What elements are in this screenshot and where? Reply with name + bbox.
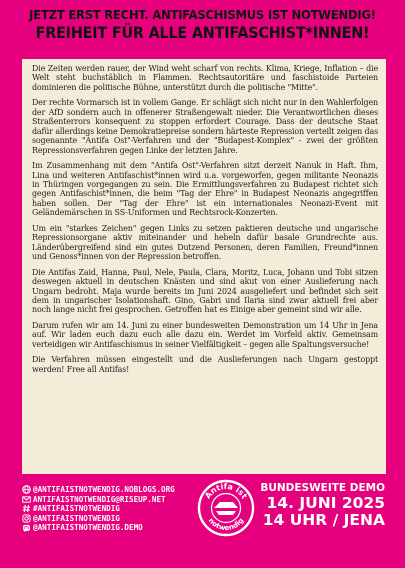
link-email-text: ANTIFAISTNOTWENDIG@RISEUP.NET (33, 494, 166, 504)
paragraph-4: Um ein "starkes Zeichen" gegen Links zu setzen paktieren deutsche und ungarische Repressionsorgane aktiv miteinander und hebeln dafür basale Grundrechte aus. Länderübergreifend sind ein gutes Dutzend Personen, deren Familien, Freund*innen und Genoss*innen von der Repression betroffen. (32, 223, 378, 262)
svg-text:Antifa ist: Antifa ist (203, 481, 249, 501)
globe-icon (22, 485, 31, 494)
hash-icon (22, 504, 31, 513)
link-mastodon-text: @ANTIFAISTNOTWENDIG.DEMO (33, 523, 143, 533)
link-mastodon[interactable] (22, 523, 212, 533)
event-time-place: 14 UHR / JENA (262, 511, 385, 529)
link-instagram[interactable] (22, 514, 212, 524)
paragraph-5: Die Antifas Zaid, Hanna, Paul, Nele, Paula, Clara, Moritz, Luca, Johann und Tobi sitzen deswegen aktuell in deutschen Knästen und sind akut von einer Auslieferung nach Ungarn bedroht. Maja wurde bereits im Juni 2024 ausgeliefert und befindet sich seit dem in ungarischer Isolationshaft. Gino, Gabri und Ilaria sind zwar aktuell frei aber noch lange nicht frei gesprochen. Getroffen hat es Einige aber gemeint sind wir alle. (32, 267, 378, 315)
headline-line-1: JETZT ERST RECHT. ANTIFASCHISMUS IST NOTWENDIG! (29, 7, 376, 22)
link-blog-text: @ANTIFAISTNOTWENDIG.NOBLOGS.ORG (33, 485, 175, 494)
paragraph-7: Die Verfahren müssen eingestellt und die Auslieferungen nach Ungarn gestoppt werden! Free all Antifas! (32, 355, 378, 374)
paragraph-2: Der rechte Vormarsch ist in vollem Gange. Er schlägt sich nicht nur in den Wahlerfolgen der AfD sondern auch in offenerer Straßengewalt nieder. Die Verantwortlichen dieses Straßenterrors konsequent zu stoppen erfordert Courage. Dass der deutsche Staat dafür allerdings keine Demokratiepreise sondern härteste Repression verteilt zeigen das sogenannte "Antifa Ost"-Verfahren und der "Budapest-Komplex" - zwei der größten Repressionsverfahren gegen Linke der letzten Jahre. (32, 98, 378, 155)
paragraph-1: Die Zeiten werden rauer, der Wind weht scharf von rechts. Klima, Kriege, Inflation – die Welt steht buchstäblich in Flammen. Rechtsautoritäre und faschistoide Parteien dominieren die politische Bühne, unterstützt durch die politische "Mitte". (32, 64, 378, 92)
event-info (260, 482, 385, 529)
svg-text:notwendig: notwendig (206, 516, 246, 533)
instagram-icon (22, 514, 31, 523)
headline-line-2: FREIHEIT FÜR ALLE ANTIFASCHIST*INNEN! (35, 24, 370, 42)
mastodon-icon (22, 524, 31, 533)
event-date: 14. JUNI 2025 (266, 494, 385, 512)
event-title: BUNDESWEITE DEMO (260, 482, 385, 494)
contact-links (22, 485, 212, 533)
link-hashtag[interactable] (22, 504, 212, 514)
antifa-logo (196, 478, 256, 538)
link-blog[interactable] (22, 485, 212, 495)
paragraph-6: Darum rufen wir am 14. Juni zu einer bundesweiten Demonstration um 14 Uhr in Jena auf. Wir laden euch dazu euch alle dazu ein. Werdet im Vorfeld aktiv. Gemeinsam verteidigen wir Antifaschismus in seiner Vielfältigkeit – gegen alle Spaltungsversuche! (32, 320, 378, 349)
main-text-box (22, 59, 386, 474)
link-hashtag-text: #ANTIFAISTNOTWENDIG (33, 504, 120, 514)
mail-icon (22, 495, 31, 504)
link-instagram-text: @ANTIFAISTNOTWENDIG (33, 513, 120, 523)
link-email[interactable] (22, 495, 212, 505)
paragraph-3: Im Zusammenhang mit dem "Antifa Ost"-Verfahren sitzt derzeit Nanuk in Haft. Ihm, Lina und weiteren Antifaschist*innen wird u.a. vorgeworfen, gegen militante Neonazis in Thüringen vorgegangen zu sein. Die Ermittlungsverfahren zu Budapest richtet sich gegen Antifaschist*innen, die beim "Tag der Ehre" in Budapest Neonazis angegriffen haben sollen. Der "Tag der Ehre" ist ein internationales Neonazi-Event mit Geländemärschen in SS-Uniformen und Rechtsrock-Konzerten. (32, 161, 378, 218)
